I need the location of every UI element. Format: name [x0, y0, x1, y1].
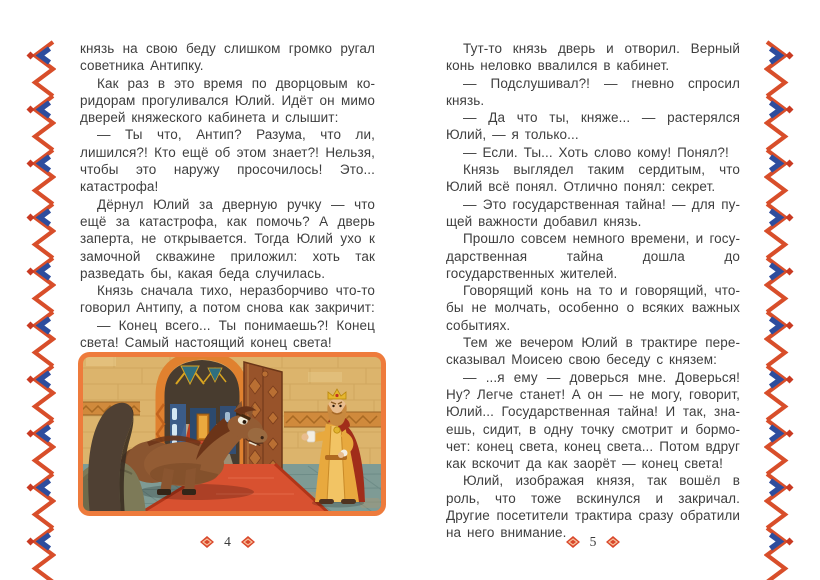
page-4-text — [80, 40, 375, 351]
paragraph: Как раз в это время по дворцовым коридорам прогуливался Юлий. Идёт он мимо дверей княжеского кабинета и слышит: — [80, 75, 375, 126]
paragraph: Тем же вечером Юлий в трактире пересказывал Моисею свою беседу с князем: — [446, 335, 740, 368]
paragraph: Князь выглядел таким сердитым, что Юлий всё понял. Отлично понял: секрет. — [446, 162, 740, 195]
page-ornament-diamond — [200, 536, 214, 548]
paragraph: Говорящий конь на то и говорящий, чтобы не молчать, особенно о всяких важных событиях. — [446, 283, 740, 333]
page-number-5 — [446, 534, 740, 550]
paragraph: Тут-то князь дверь и отворил. Верный конь неловко ввалился в кабинет. — [446, 41, 740, 74]
ornament-border-right — [764, 0, 794, 580]
story-illustration — [78, 352, 386, 516]
paragraph: Князь сначала тихо, неразборчиво что-то говорил Антипу, а потом снова как закричит: — [80, 283, 375, 316]
paragraph: Дёрнул Юлий за дверную ручку — что ещё за катастрофа, как помочь? А дверь заперта, не открывается. Тогда Юлий ухо к замочной скважине приложил: хоть так разведать бы, какая беда случилась. — [80, 196, 375, 281]
paragraph: — Если. Ты... Хоть слово кому! Понял?! — [463, 144, 729, 160]
paragraph: — Подслушивал?! — гневно спросил князь. — [446, 75, 740, 108]
paragraph: — Конец всего... Ты понимаешь?! Конец света! Самый настоящий конец света! — [80, 317, 375, 351]
page-number-label: 4 — [224, 534, 231, 549]
page-5-text — [446, 40, 740, 542]
page-ornament-diamond — [566, 536, 580, 548]
page-number-label: 5 — [589, 534, 597, 549]
paragraph: — Это государственная тайна! — для пущей важности добавил князь. — [446, 196, 740, 229]
paragraph: Прошло совсем немного времени, и государственная тайна дошла до государственных жителей. — [446, 231, 740, 281]
paragraph: князь на свою беду слишком громко ругал советника Антипку. — [80, 41, 375, 74]
paragraph: — ...я ему — доверься мне. Доверься! Ну? Легче станет! А он — не могу, говорит, Юлий... Государственная тайна! И так, знаешь, сидит, в одну точку смотрит и бормочет: конец света, конец света... Потом вдруг как вскочит да как заорёт — конец света! — [446, 369, 740, 472]
paragraph: Юлий, изображая князя, так вошёл в роль, что тоже вскинулся и закричал. Другие посетители трактира сразу обратили на него внимание. — [446, 473, 740, 541]
ornament-border-left — [26, 0, 56, 580]
paragraph: — Да что ты, княже... — растерялся Юлий, — я только... — [446, 110, 740, 143]
page-ornament-diamond — [241, 536, 255, 548]
page-ornament-diamond — [606, 536, 620, 548]
paragraph: — Ты что, Антип? Разума, что ли, лишился?! Кто ещё об этом знает?! Нельзя, чтобы это наружу просочилось! Это... катастрофа! — [80, 127, 375, 195]
page-number-4 — [80, 534, 375, 550]
